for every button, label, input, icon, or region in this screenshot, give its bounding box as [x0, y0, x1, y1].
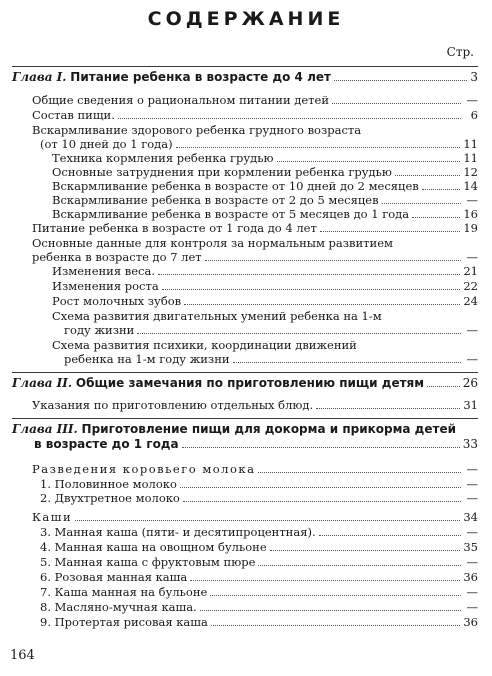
toc-entry: ребенка на 1-м году жизни — — [64, 352, 478, 366]
chapter-2-label: Глава II. — [12, 376, 73, 390]
toc-entry: Вскармливание ребенка в возрасте от 2 до 5 месяцев — — [52, 193, 478, 207]
toc-entry: 7. Каша манная на бульоне — — [40, 585, 478, 599]
toc-entry: 4. Манная каша на овощном бульоне 35 — [40, 540, 478, 554]
section-heading: Разведения коровьего молока — — [32, 462, 478, 476]
chapter-2-heading — [12, 372, 478, 391]
toc-entry: 1. Половинное молоко — — [40, 477, 478, 491]
toc-entry: Изменения роста 22 — [52, 279, 478, 293]
chapter-1-title: Питание ребенка в возрасте до 4 лет — [70, 70, 331, 84]
toc-entry: Питание ребенка в возрасте от 1 года до 4 лет 19 — [32, 221, 478, 235]
toc-entry: ребенка в возрасте до 7 лет — — [32, 250, 478, 264]
page-column-label: Стр. — [446, 45, 474, 59]
toc-entry: Рост молочных зубов 24 — [52, 294, 478, 308]
chapter-1-page: 3 — [470, 70, 478, 84]
toc-entry: 9. Протертая рисовая каша 36 — [40, 615, 478, 629]
toc-entry: Вскармливание здорового ребенка грудного возраста — [32, 123, 362, 137]
page-title: СОДЕРЖАНИЕ — [147, 8, 345, 30]
toc-entry: Вскармливание ребенка в возрасте от 10 дней до 2 месяцев 14 — [52, 179, 478, 193]
chapter-3-heading — [12, 418, 478, 452]
chapter-1-label: Глава I. — [12, 70, 67, 84]
toc-entry: Схема развития двигательных умений ребенка на 1-м — [52, 309, 382, 323]
toc-entry: Состав пищи. 6 — [32, 108, 478, 122]
toc-entry: Изменения веса. 21 — [52, 264, 478, 278]
page-number: 164 — [10, 648, 35, 663]
chapter-3-label: Глава III. — [12, 422, 78, 436]
toc-entry: 2. Двухтретное молоко — — [40, 491, 478, 505]
toc-entry: Техника кормления ребенка грудью 11 — [52, 151, 478, 165]
chapter-3-title-line2: в возрасте до 1 года — [34, 437, 179, 451]
toc-entry: 6. Розовая манная каша 36 — [40, 570, 478, 584]
chapter-3-title-line1: Приготовление пищи для докорма и прикорма детей — [81, 422, 457, 436]
toc-entry: Общие сведения о рациональном питании детей — — [32, 93, 478, 107]
toc-entry: (от 10 дней до 1 года) 11 — [40, 137, 478, 151]
chapter-2-title: Общие замечания по приготовлению пищи детям — [75, 376, 425, 390]
toc-entry: 8. Масляно-мучная каша. — — [40, 600, 478, 614]
section-heading: Каши 34 — [32, 510, 478, 524]
toc-entry: 3. Манная каша (пяти- и десятипроцентная). — — [40, 525, 478, 539]
toc-entry: Вскармливание ребенка в возрасте от 5 месяцев до 1 года 16 — [52, 207, 478, 221]
toc-entry: 5. Манная каша с фруктовым пюре — — [40, 555, 478, 569]
toc-entry: году жизни — — [64, 323, 478, 337]
toc-entry: Основные данные для контроля за нормальным развитием — [32, 236, 393, 250]
toc-entry: Основные затруднения при кормлении ребенка грудью 12 — [52, 165, 478, 179]
toc-entry: Схема развития психики, координации движений — [52, 338, 357, 352]
chapter-3-page: 33 — [462, 437, 478, 451]
chapter-2-page: 26 — [462, 376, 478, 390]
toc-entry: Указания по приготовлению отдельных блюд. 31 — [32, 398, 478, 412]
chapter-1-heading — [12, 66, 478, 85]
